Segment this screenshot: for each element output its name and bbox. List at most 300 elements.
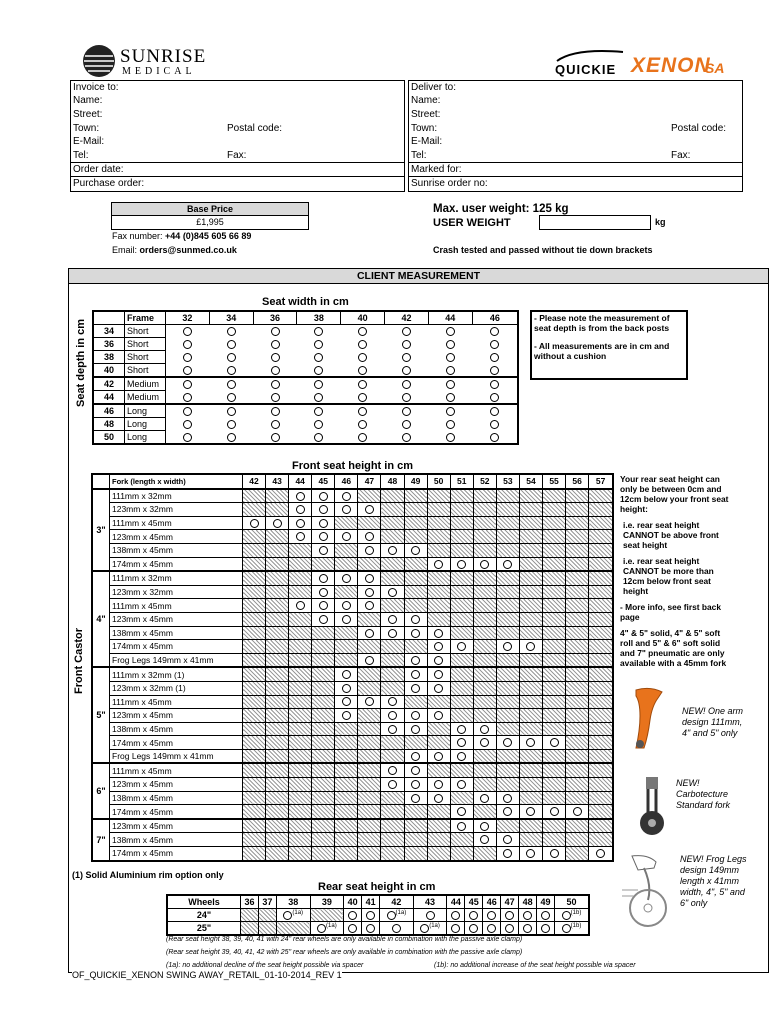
option-circle[interactable]	[426, 911, 435, 920]
option-circle[interactable]	[365, 574, 374, 583]
option-circle[interactable]	[541, 911, 550, 920]
rear-option-cell[interactable]	[555, 909, 590, 922]
option-circle[interactable]	[365, 505, 374, 514]
front-option-cell[interactable]	[473, 736, 496, 750]
seat-option-cell[interactable]	[253, 377, 297, 391]
option-circle[interactable]	[319, 532, 328, 541]
option-circle[interactable]	[446, 420, 455, 429]
rear-option-cell[interactable]	[519, 922, 537, 936]
option-circle[interactable]	[457, 642, 466, 651]
option-circle[interactable]	[411, 656, 420, 665]
front-option-cell[interactable]	[473, 557, 496, 571]
option-circle[interactable]	[487, 924, 496, 933]
option-circle[interactable]	[434, 670, 443, 679]
option-circle[interactable]	[490, 407, 499, 416]
front-option-cell[interactable]	[289, 489, 312, 503]
option-circle[interactable]	[480, 738, 489, 747]
option-circle[interactable]	[402, 407, 411, 416]
option-circle[interactable]	[271, 366, 280, 375]
option-circle[interactable]	[365, 697, 374, 706]
seat-option-cell[interactable]	[428, 338, 472, 351]
option-circle[interactable]	[411, 684, 420, 693]
seat-option-cell[interactable]	[209, 351, 253, 364]
front-option-cell[interactable]	[335, 667, 358, 681]
option-circle[interactable]	[402, 353, 411, 362]
option-circle[interactable]	[596, 849, 605, 858]
option-circle[interactable]	[446, 407, 455, 416]
option-circle[interactable]	[271, 393, 280, 402]
option-circle[interactable]	[314, 407, 323, 416]
front-option-cell[interactable]	[358, 695, 381, 709]
option-circle[interactable]	[183, 340, 192, 349]
seat-option-cell[interactable]	[297, 418, 341, 431]
front-option-cell[interactable]	[404, 681, 427, 695]
rear-option-cell[interactable]	[344, 922, 362, 936]
option-circle[interactable]	[457, 780, 466, 789]
seat-option-cell[interactable]	[166, 364, 210, 378]
seat-option-cell[interactable]	[472, 431, 518, 445]
option-circle[interactable]	[503, 738, 512, 747]
option-circle[interactable]	[319, 492, 328, 501]
option-circle[interactable]	[314, 327, 323, 336]
option-circle[interactable]	[227, 393, 236, 402]
front-option-cell[interactable]	[358, 626, 381, 640]
option-circle[interactable]	[503, 807, 512, 816]
option-circle[interactable]	[469, 911, 478, 920]
option-circle[interactable]	[550, 807, 559, 816]
front-option-cell[interactable]	[404, 709, 427, 723]
option-circle[interactable]	[562, 911, 571, 920]
option-circle[interactable]	[446, 393, 455, 402]
front-option-cell[interactable]	[358, 599, 381, 613]
seat-option-cell[interactable]	[253, 404, 297, 418]
option-circle[interactable]	[402, 340, 411, 349]
seat-option-cell[interactable]	[253, 431, 297, 445]
front-option-cell[interactable]	[335, 503, 358, 517]
front-option-cell[interactable]	[496, 640, 519, 654]
front-option-cell[interactable]	[381, 763, 404, 777]
option-circle[interactable]	[434, 752, 443, 761]
seat-option-cell[interactable]	[341, 418, 385, 431]
front-option-cell[interactable]	[427, 778, 450, 792]
option-circle[interactable]	[446, 353, 455, 362]
option-circle[interactable]	[183, 420, 192, 429]
option-circle[interactable]	[402, 366, 411, 375]
option-circle[interactable]	[183, 353, 192, 362]
option-circle[interactable]	[365, 588, 374, 597]
seat-option-cell[interactable]	[472, 325, 518, 338]
option-circle[interactable]	[358, 327, 367, 336]
option-circle[interactable]	[273, 519, 282, 528]
front-option-cell[interactable]	[404, 543, 427, 557]
option-circle[interactable]	[550, 738, 559, 747]
seat-option-cell[interactable]	[428, 404, 472, 418]
option-circle[interactable]	[271, 407, 280, 416]
option-circle[interactable]	[342, 492, 351, 501]
option-circle[interactable]	[227, 407, 236, 416]
option-circle[interactable]	[446, 433, 455, 442]
option-circle[interactable]	[411, 725, 420, 734]
option-circle[interactable]	[271, 433, 280, 442]
option-circle[interactable]	[317, 924, 326, 933]
front-option-cell[interactable]	[381, 626, 404, 640]
option-circle[interactable]	[457, 807, 466, 816]
seat-option-cell[interactable]	[385, 351, 429, 364]
front-option-cell[interactable]	[358, 585, 381, 599]
option-circle[interactable]	[365, 656, 374, 665]
option-circle[interactable]	[358, 340, 367, 349]
option-circle[interactable]	[503, 794, 512, 803]
option-circle[interactable]	[420, 924, 429, 933]
front-option-cell[interactable]	[312, 516, 335, 530]
front-option-cell[interactable]	[358, 530, 381, 544]
option-circle[interactable]	[457, 725, 466, 734]
rear-option-cell[interactable]	[447, 922, 465, 936]
front-option-cell[interactable]	[450, 778, 473, 792]
seat-option-cell[interactable]	[297, 377, 341, 391]
option-circle[interactable]	[314, 353, 323, 362]
option-circle[interactable]	[314, 393, 323, 402]
option-circle[interactable]	[342, 574, 351, 583]
option-circle[interactable]	[365, 629, 374, 638]
option-circle[interactable]	[451, 911, 460, 920]
seat-option-cell[interactable]	[297, 404, 341, 418]
seat-option-cell[interactable]	[428, 418, 472, 431]
option-circle[interactable]	[469, 924, 478, 933]
option-circle[interactable]	[523, 924, 532, 933]
seat-option-cell[interactable]	[253, 351, 297, 364]
option-circle[interactable]	[434, 711, 443, 720]
front-option-cell[interactable]	[289, 516, 312, 530]
option-circle[interactable]	[342, 684, 351, 693]
front-option-cell[interactable]	[473, 833, 496, 847]
option-circle[interactable]	[434, 684, 443, 693]
front-option-cell[interactable]	[450, 736, 473, 750]
option-circle[interactable]	[319, 574, 328, 583]
front-option-cell[interactable]	[335, 709, 358, 723]
seat-option-cell[interactable]	[341, 351, 385, 364]
option-circle[interactable]	[411, 766, 420, 775]
seat-option-cell[interactable]	[166, 404, 210, 418]
seat-option-cell[interactable]	[428, 351, 472, 364]
option-circle[interactable]	[480, 794, 489, 803]
seat-option-cell[interactable]	[166, 325, 210, 338]
seat-option-cell[interactable]	[428, 364, 472, 378]
email-value[interactable]: orders@sunmed.co.uk	[139, 245, 237, 255]
front-option-cell[interactable]	[404, 667, 427, 681]
front-option-cell[interactable]	[381, 722, 404, 736]
option-circle[interactable]	[526, 642, 535, 651]
option-circle[interactable]	[388, 711, 397, 720]
option-circle[interactable]	[319, 615, 328, 624]
front-option-cell[interactable]	[335, 571, 358, 585]
option-circle[interactable]	[319, 601, 328, 610]
seat-option-cell[interactable]	[341, 325, 385, 338]
seat-option-cell[interactable]	[385, 391, 429, 405]
option-circle[interactable]	[434, 629, 443, 638]
seat-option-cell[interactable]	[209, 338, 253, 351]
option-circle[interactable]	[480, 822, 489, 831]
option-circle[interactable]	[366, 924, 375, 933]
front-option-cell[interactable]	[243, 516, 266, 530]
front-option-cell[interactable]	[473, 791, 496, 805]
front-option-cell[interactable]	[427, 709, 450, 723]
option-circle[interactable]	[183, 327, 192, 336]
seat-option-cell[interactable]	[297, 338, 341, 351]
front-option-cell[interactable]	[358, 503, 381, 517]
option-circle[interactable]	[523, 911, 532, 920]
front-option-cell[interactable]	[312, 530, 335, 544]
option-circle[interactable]	[446, 380, 455, 389]
front-option-cell[interactable]	[312, 585, 335, 599]
option-circle[interactable]	[358, 393, 367, 402]
front-option-cell[interactable]	[312, 489, 335, 503]
option-circle[interactable]	[271, 340, 280, 349]
option-circle[interactable]	[358, 407, 367, 416]
seat-option-cell[interactable]	[428, 325, 472, 338]
option-circle[interactable]	[388, 629, 397, 638]
option-circle[interactable]	[342, 711, 351, 720]
option-circle[interactable]	[342, 532, 351, 541]
option-circle[interactable]	[314, 340, 323, 349]
seat-option-cell[interactable]	[209, 431, 253, 445]
option-circle[interactable]	[505, 924, 514, 933]
option-circle[interactable]	[503, 849, 512, 858]
seat-option-cell[interactable]	[297, 325, 341, 338]
option-circle[interactable]	[480, 725, 489, 734]
option-circle[interactable]	[296, 505, 305, 514]
option-circle[interactable]	[227, 327, 236, 336]
seat-option-cell[interactable]	[472, 391, 518, 405]
option-circle[interactable]	[526, 738, 535, 747]
option-circle[interactable]	[490, 420, 499, 429]
option-circle[interactable]	[411, 615, 420, 624]
option-circle[interactable]	[387, 911, 396, 920]
rear-option-cell[interactable]	[501, 922, 519, 936]
seat-option-cell[interactable]	[385, 325, 429, 338]
option-circle[interactable]	[503, 835, 512, 844]
option-circle[interactable]	[505, 911, 514, 920]
option-circle[interactable]	[250, 519, 259, 528]
front-option-cell[interactable]	[473, 819, 496, 833]
front-option-cell[interactable]	[404, 749, 427, 763]
option-circle[interactable]	[358, 366, 367, 375]
option-circle[interactable]	[541, 924, 550, 933]
option-circle[interactable]	[457, 822, 466, 831]
front-option-cell[interactable]	[381, 543, 404, 557]
option-circle[interactable]	[342, 697, 351, 706]
option-circle[interactable]	[402, 420, 411, 429]
seat-option-cell[interactable]	[428, 431, 472, 445]
option-circle[interactable]	[446, 340, 455, 349]
seat-option-cell[interactable]	[385, 364, 429, 378]
front-option-cell[interactable]	[404, 791, 427, 805]
front-option-cell[interactable]	[450, 819, 473, 833]
option-circle[interactable]	[402, 393, 411, 402]
option-circle[interactable]	[487, 911, 496, 920]
front-option-cell[interactable]	[335, 612, 358, 626]
seat-option-cell[interactable]	[341, 338, 385, 351]
front-option-cell[interactable]	[589, 847, 613, 861]
option-circle[interactable]	[365, 601, 374, 610]
option-circle[interactable]	[490, 327, 499, 336]
front-option-cell[interactable]	[312, 612, 335, 626]
seat-option-cell[interactable]	[166, 351, 210, 364]
front-option-cell[interactable]	[335, 681, 358, 695]
option-circle[interactable]	[271, 353, 280, 362]
seat-option-cell[interactable]	[209, 325, 253, 338]
seat-option-cell[interactable]	[341, 364, 385, 378]
seat-option-cell[interactable]	[385, 418, 429, 431]
seat-option-cell[interactable]	[472, 418, 518, 431]
option-circle[interactable]	[358, 353, 367, 362]
option-circle[interactable]	[314, 380, 323, 389]
front-option-cell[interactable]	[427, 653, 450, 667]
front-option-cell[interactable]	[450, 640, 473, 654]
rear-option-cell[interactable]	[310, 922, 344, 936]
rear-option-cell[interactable]	[413, 922, 447, 936]
rear-option-cell[interactable]	[380, 909, 414, 922]
option-circle[interactable]	[392, 924, 401, 933]
option-circle[interactable]	[296, 519, 305, 528]
front-option-cell[interactable]	[519, 805, 542, 819]
rear-option-cell[interactable]	[413, 909, 447, 922]
rear-option-cell[interactable]	[537, 909, 555, 922]
option-circle[interactable]	[183, 380, 192, 389]
seat-option-cell[interactable]	[341, 391, 385, 405]
option-circle[interactable]	[402, 327, 411, 336]
seat-option-cell[interactable]	[297, 364, 341, 378]
option-circle[interactable]	[562, 924, 571, 933]
option-circle[interactable]	[490, 353, 499, 362]
option-circle[interactable]	[457, 560, 466, 569]
seat-option-cell[interactable]	[341, 431, 385, 445]
option-circle[interactable]	[434, 642, 443, 651]
front-option-cell[interactable]	[543, 805, 566, 819]
option-circle[interactable]	[358, 380, 367, 389]
seat-option-cell[interactable]	[297, 391, 341, 405]
seat-option-cell[interactable]	[472, 404, 518, 418]
front-option-cell[interactable]	[335, 489, 358, 503]
option-circle[interactable]	[283, 911, 292, 920]
option-circle[interactable]	[388, 766, 397, 775]
option-circle[interactable]	[490, 393, 499, 402]
front-option-cell[interactable]	[473, 722, 496, 736]
seat-option-cell[interactable]	[428, 391, 472, 405]
option-circle[interactable]	[446, 366, 455, 375]
option-circle[interactable]	[503, 642, 512, 651]
option-circle[interactable]	[411, 546, 420, 555]
option-circle[interactable]	[319, 505, 328, 514]
front-option-cell[interactable]	[427, 557, 450, 571]
front-option-cell[interactable]	[404, 778, 427, 792]
option-circle[interactable]	[342, 601, 351, 610]
option-circle[interactable]	[388, 588, 397, 597]
option-circle[interactable]	[388, 780, 397, 789]
option-circle[interactable]	[388, 697, 397, 706]
front-option-cell[interactable]	[496, 791, 519, 805]
option-circle[interactable]	[271, 420, 280, 429]
option-circle[interactable]	[366, 911, 375, 920]
option-circle[interactable]	[296, 492, 305, 501]
option-circle[interactable]	[348, 911, 357, 920]
front-option-cell[interactable]	[519, 847, 542, 861]
seat-option-cell[interactable]	[472, 338, 518, 351]
option-circle[interactable]	[411, 780, 420, 789]
option-circle[interactable]	[411, 752, 420, 761]
option-circle[interactable]	[271, 380, 280, 389]
rear-option-cell[interactable]	[483, 922, 501, 936]
front-option-cell[interactable]	[427, 749, 450, 763]
option-circle[interactable]	[365, 546, 374, 555]
option-circle[interactable]	[434, 780, 443, 789]
front-option-cell[interactable]	[312, 543, 335, 557]
rear-option-cell[interactable]	[362, 922, 380, 936]
option-circle[interactable]	[227, 366, 236, 375]
option-circle[interactable]	[526, 807, 535, 816]
rear-option-cell[interactable]	[537, 922, 555, 936]
front-option-cell[interactable]	[496, 833, 519, 847]
option-circle[interactable]	[314, 433, 323, 442]
seat-option-cell[interactable]	[209, 391, 253, 405]
seat-option-cell[interactable]	[297, 351, 341, 364]
option-circle[interactable]	[573, 807, 582, 816]
front-option-cell[interactable]	[427, 640, 450, 654]
seat-option-cell[interactable]	[166, 377, 210, 391]
option-circle[interactable]	[227, 420, 236, 429]
option-circle[interactable]	[342, 615, 351, 624]
front-option-cell[interactable]	[335, 599, 358, 613]
seat-option-cell[interactable]	[428, 377, 472, 391]
option-circle[interactable]	[319, 519, 328, 528]
front-option-cell[interactable]	[381, 585, 404, 599]
front-option-cell[interactable]	[358, 571, 381, 585]
front-option-cell[interactable]	[427, 626, 450, 640]
front-option-cell[interactable]	[427, 667, 450, 681]
rear-option-cell[interactable]	[465, 909, 483, 922]
option-circle[interactable]	[319, 546, 328, 555]
option-circle[interactable]	[434, 656, 443, 665]
option-circle[interactable]	[227, 340, 236, 349]
option-circle[interactable]	[227, 380, 236, 389]
option-circle[interactable]	[183, 366, 192, 375]
front-option-cell[interactable]	[381, 695, 404, 709]
seat-option-cell[interactable]	[385, 377, 429, 391]
front-option-cell[interactable]	[312, 599, 335, 613]
front-option-cell[interactable]	[496, 847, 519, 861]
user-weight-input[interactable]	[539, 215, 651, 230]
seat-option-cell[interactable]	[341, 404, 385, 418]
front-option-cell[interactable]	[450, 805, 473, 819]
option-circle[interactable]	[434, 794, 443, 803]
option-circle[interactable]	[490, 433, 499, 442]
option-circle[interactable]	[296, 532, 305, 541]
seat-option-cell[interactable]	[472, 351, 518, 364]
front-option-cell[interactable]	[450, 557, 473, 571]
seat-option-cell[interactable]	[166, 418, 210, 431]
option-circle[interactable]	[411, 794, 420, 803]
front-option-cell[interactable]	[335, 530, 358, 544]
seat-option-cell[interactable]	[472, 377, 518, 391]
front-option-cell[interactable]	[519, 736, 542, 750]
option-circle[interactable]	[402, 433, 411, 442]
front-option-cell[interactable]	[381, 778, 404, 792]
front-option-cell[interactable]	[427, 681, 450, 695]
seat-option-cell[interactable]	[166, 338, 210, 351]
front-option-cell[interactable]	[312, 571, 335, 585]
option-circle[interactable]	[227, 433, 236, 442]
option-circle[interactable]	[490, 380, 499, 389]
